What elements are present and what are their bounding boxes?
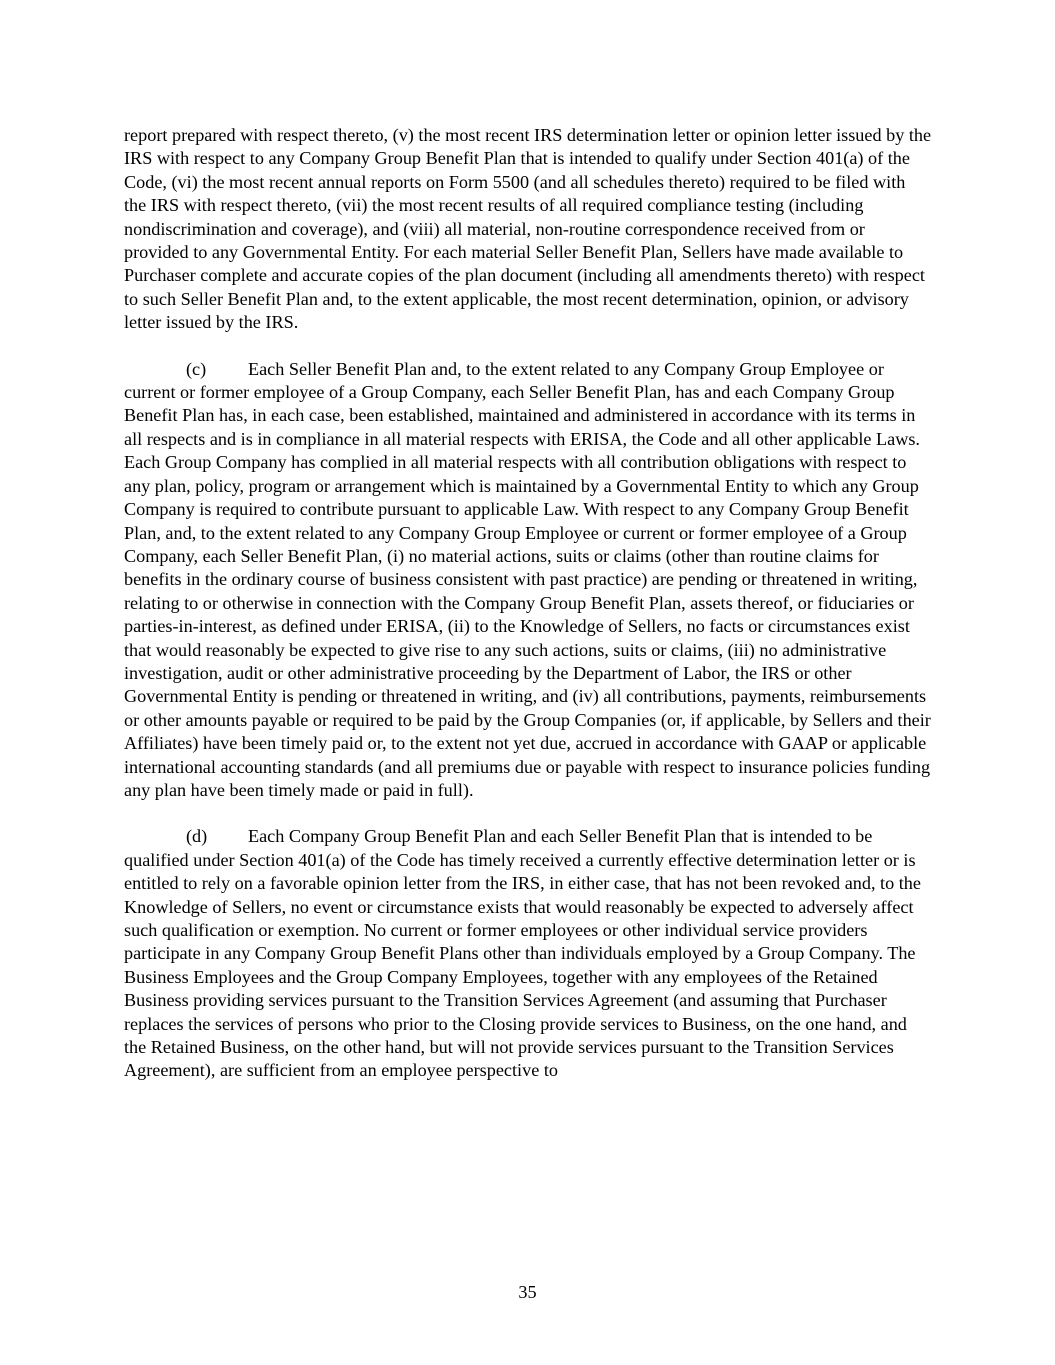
paragraph-marker-d: (d): [186, 826, 208, 847]
paragraph-d: [124, 825, 932, 1082]
paragraph-d-text: Each Company Group Benefit Plan and each Seller Benefit Plan that is intended to be qualified under Section 401(a) of the Code has timely received a currently effective determination letter or is entitled to rely on a favorable opinion letter from the IRS, in either case, that has not been revoked and, to the Knowledge of Sellers, no event or circumstance exists that would reasonably be expected to adversely affect such qualification or exemption. No current or former employees or other individual service providers participate in any Company Group Benefit Plans other than individuals employed by a Group Company. The Business Employees and the Group Company Employees, together with any employees of the Retained Business providing services pursuant to the Transition Services Agreement (and assuming that Purchaser replaces the services of persons who prior to the Closing provide services to Business, on the one hand, and the Retained Business, on the other hand, but will not provide services pursuant to the Transition Services Agreement), are sufficient from an employee perspective to: [124, 826, 921, 1081]
document-body: [124, 124, 932, 1106]
paragraph-marker-c: (c): [186, 358, 207, 379]
paragraph-c: [124, 358, 932, 803]
page-number: 35: [518, 1282, 537, 1302]
paragraph-c-text: Each Seller Benefit Plan and, to the extent related to any Company Group Employee or current or former employee of a Group Company, each Seller Benefit Plan, has and each Company Group Benefit Plan has, in each case, been established, maintained and administered in accordance with its terms in all respects and is in compliance in all material respects with ERISA, the Code and all other applicable Laws. Each Group Company has complied in all material respects with all contribution obligations with respect to any plan, policy, program or arrangement which is maintained by a Governmental Entity to which any Group Company is required to contribute pursuant to applicable Law. With respect to any Company Group Benefit Plan, and, to the extent related to any Company Group Employee or current or former employee of a Group Company, each Seller Benefit Plan, (i) no material actions, suits or claims (other than routine claims for benefits in the ordinary course of business consistent with past practice) are pending or threatened in writing, relating to or otherwise in connection with the Company Group Benefit Plan, assets thereof, or fiduciaries or parties-in-interest, as defined under ERISA, (ii) to the Knowledge of Sellers, no facts or circumstances exist that would reasonably be expected to give rise to any such actions, suits or claims, (iii) no administrative investigation, audit or other administrative proceeding by the Department of Labor, the IRS or other Governmental Entity is pending or threatened in writing, and (iv) all contributions, payments, reimbursements or other amounts payable or required to be paid by the Group Companies (or, if applicable, by Sellers and their Affiliates) have been timely paid or, to the extent not yet due, accrued in accordance with GAAP or applicable international accounting standards (and all premiums due or payable with respect to insurance policies funding any plan have been timely made or paid in full).: [124, 358, 931, 800]
paragraph-continuation: report prepared with respect thereto, (v) the most recent IRS determination letter or opinion letter issued by the IRS with respect to any Company Group Benefit Plan that is intended to qualify under Section 401(a) of the Code, (vi) the most recent annual reports on Form 5500 (and all schedules thereto) required to be filed with the IRS with respect thereto, (vii) the most recent results of all required compliance testing (including nondiscrimination and coverage), and (viii) all material, non-routine correspondence received from or provided to any Governmental Entity. For each material Seller Benefit Plan, Sellers have made available to Purchaser complete and accurate copies of the plan document (including all amendments thereto) with respect to such Seller Benefit Plan and, to the extent applicable, the most recent determination, opinion, or advisory letter issued by the IRS.: [124, 125, 932, 333]
